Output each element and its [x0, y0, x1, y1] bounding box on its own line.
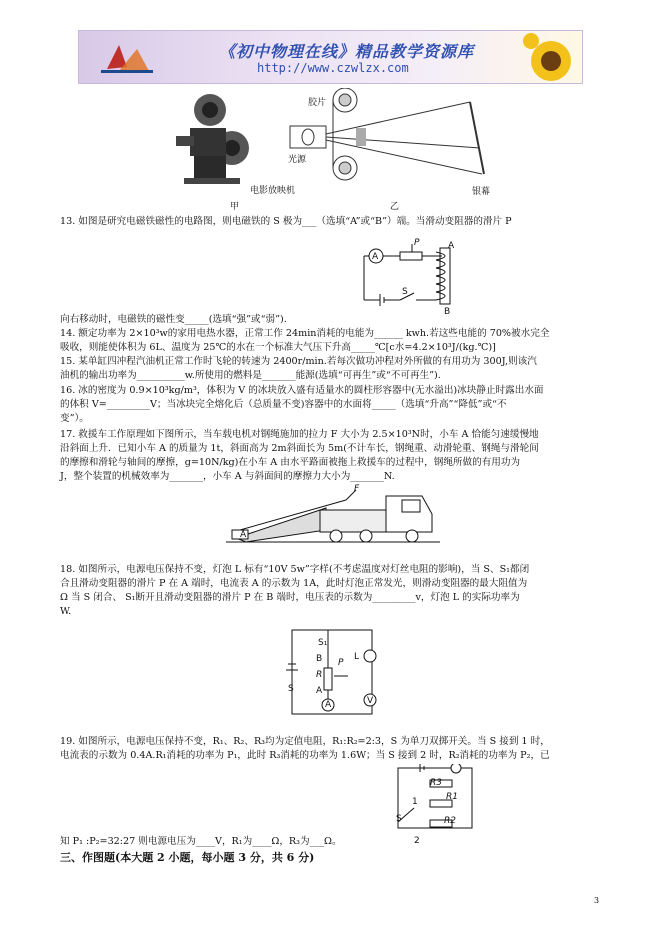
banner-title: 《初中物理在线》精品教学资源库 — [219, 42, 475, 61]
q19-line2: 电流表的示数为 0.4A.R₁消耗的功率为 P₁，此时 R₃消耗的功率为 1.6W；当 S 接到 2 时，R₂消耗的功率为 P₂，已 — [60, 750, 550, 761]
page-number: 3 — [594, 896, 600, 905]
q18-ammeter-label: A — [325, 700, 332, 710]
label-projector: 电影放映机 — [250, 186, 296, 196]
q19-circuit — [392, 764, 476, 838]
q18-label-R: R — [316, 670, 323, 680]
q13-label-P: P — [414, 238, 420, 248]
projector-icon — [176, 94, 249, 184]
q18-line1: 18. 如图所示，电源电压保持不变，灯泡 L 标有“10V 5w”字样(不考虑温度对灯丝电阻的影响)，当 S、S₁都闭 — [60, 564, 530, 575]
rescue-truck-figure — [226, 486, 440, 546]
q18-label-A: A — [316, 686, 323, 696]
q16-line2: 的体积 V=_________V；当冰块完全熔化后（总质量不变)容器中的水面将_____（选填“升高”“降低”或“不 — [60, 399, 507, 410]
q19-label-R3: R3 — [430, 778, 442, 788]
q15-line2: 油机的输出功率为__________w.所使用的燃料是_______能源(选填“可再生”或“不可再生”). — [60, 370, 441, 381]
q13-label-S: S — [402, 287, 408, 297]
label-yi: 乙 — [390, 202, 400, 212]
label-jia: 甲 — [230, 202, 240, 212]
section-heading: 三、作图题(本大题 2 小题，每小题 3 分，共 6 分) — [60, 851, 315, 864]
q19-line3: 知 P₁ :P₂=32:27 则电源电压为____V，R₁为____Ω，R₃为___Ω。 — [60, 836, 342, 847]
q13-line2: 向右移动时，电磁铁的磁性变_____(选填“强”或“弱”). — [60, 314, 287, 325]
q19-label-S: S — [396, 814, 402, 824]
q13-label-A: A — [448, 241, 455, 251]
q14-line1: 14. 额定功率为 2×10³w的家用电热水器，正常工作 24min消耗的电能为______ kwh.若这些电能的 70%被水完全 — [60, 328, 550, 339]
q19-label-R2: R2 — [444, 816, 456, 826]
q17-line3: 的摩擦和滑轮与轴间的摩擦，g=10N/kg)在小车 A 由水平路面被拖上救援车的过程中，钢绳所做的有用功为 — [60, 457, 521, 468]
q16-line1: 16. 冰的密度为 0.9×10³kg/m³，体积为 V 的冰块放入盛有适量水的圆柱形容器中(无水溢出)冰块静止时露出水面 — [60, 385, 544, 396]
q14-line2: 吸收，则能使体积为 6L、温度为 25℃的水在一个标准大气压下升高_____℃[c水=4.2×10³J/(kg.℃)] — [60, 342, 496, 353]
q13-line1: 13. 如图是研究电磁铁磁性的电路图，则电磁铁的 S 极为___（选填“A”或“B”）端。当滑动变阻器的滑片 P — [60, 216, 512, 227]
label-film: 胶片 — [308, 98, 327, 108]
banner-url: http://www.czwlzx.com — [257, 61, 409, 75]
q13-circuit — [362, 238, 462, 316]
q18-label-S1: S₁ — [318, 638, 328, 648]
q18-voltmeter-label: V — [367, 696, 374, 706]
q15-line1: 15. 某单缸四冲程汽油机正常工作时飞轮的转速为 2400r/min.若每次做功冲程对外所做的有用功为 300J,则该汽 — [60, 356, 537, 367]
q19-line1: 19. 如图所示，电源电压保持不变，R₁、R₂、R₃均为定值电阻，R₁:R₂=2:3，S 为单刀双掷开关。当 S 接到 1 时， — [60, 736, 550, 747]
q19-label-2: 2 — [414, 836, 420, 846]
q17-line2: 沿斜面上升．已知小车 A 的质量为 1t，斜面高为 2m斜面长为 5m(不计车长，钢绳重、动滑轮重、钢绳与滑轮间 — [60, 443, 539, 454]
q18-label-P: P — [338, 658, 344, 668]
q18-label-L: L — [354, 652, 360, 662]
q17-line1: 17. 救援车工作原理如下图所示，当车载电机对钢绳施加的拉力 F 大小为 2.5×10³N时，小车 A 恰能匀速缓慢地 — [60, 429, 539, 440]
sunflower-icon — [519, 31, 581, 83]
label-screen: 银幕 — [472, 187, 491, 197]
q18-line3: Ω 当 S 闭合、 S₁断开且滑动变阻器的滑片 P 在 B 端时，电压表的示数为_________v，灯泡 L 的实际功率为 — [60, 592, 520, 603]
q13-ammeter-label: A — [372, 252, 379, 262]
film-reel-icon — [333, 88, 357, 180]
q18-line2: 合且滑动变阻器的滑片 P 在 A 端时，电流表 A 的示数为 1A，此时灯泡正常发光，则滑动变阻器的最大阻值为 — [60, 578, 528, 589]
q18-label-S: S — [288, 684, 294, 694]
q19-label-R1: R1 — [446, 792, 458, 802]
header-banner — [78, 30, 583, 84]
projector-figure — [170, 88, 510, 208]
q17-label-A: A — [240, 530, 247, 540]
q19-label-1: 1 — [412, 797, 418, 807]
q17-label-F: F — [354, 484, 360, 494]
q13-label-B: B — [444, 307, 451, 317]
logo-icon — [97, 37, 157, 77]
q18-line4: W. — [60, 606, 72, 617]
q16-line3: 变”）。 — [60, 413, 89, 424]
q17-line4: J，整个装置的机械效率为_______，小车 A 与斜面间的摩擦力大小为_______N. — [60, 471, 395, 482]
q18-label-B: B — [316, 654, 323, 664]
label-light: 光源 — [288, 155, 307, 165]
